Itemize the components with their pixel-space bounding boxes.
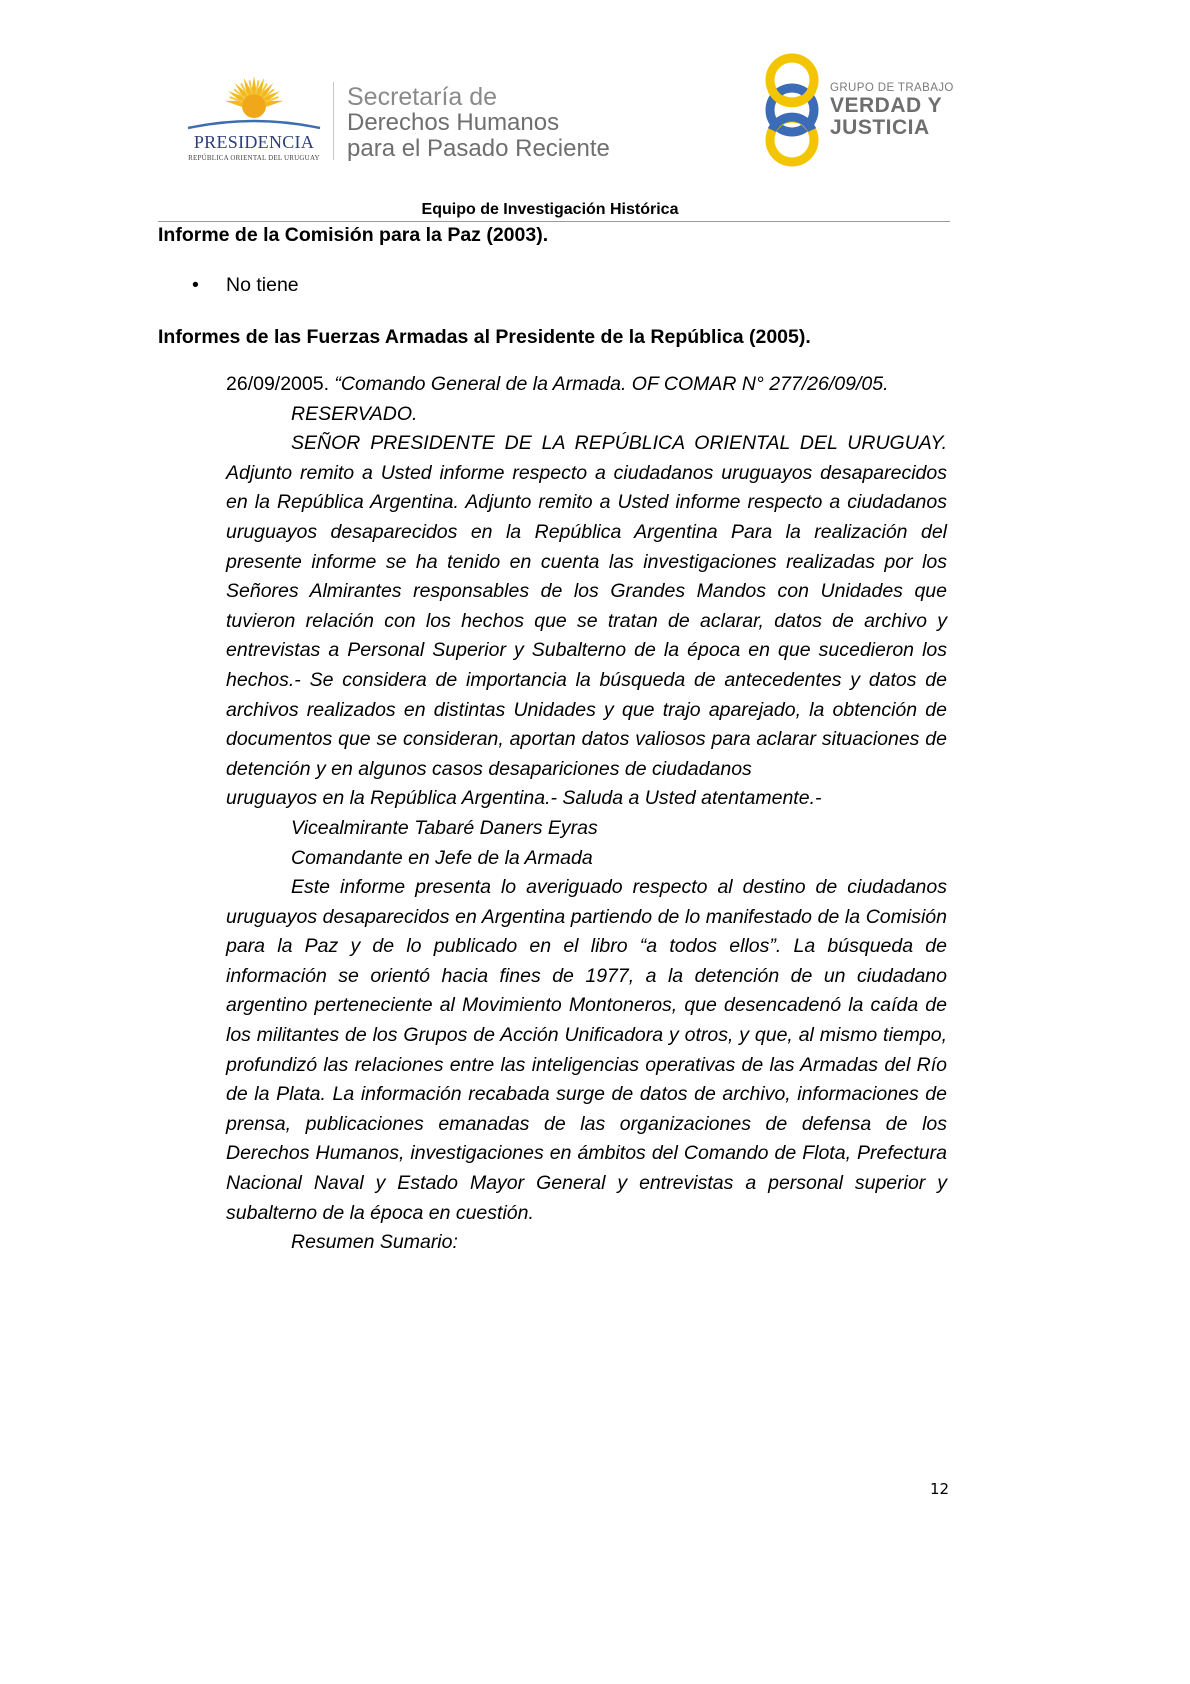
heading-comision-paz: Informe de la Comisión para la Paz (2003).	[158, 224, 549, 246]
bullet-text: No tiene	[226, 274, 299, 296]
quote-signatory-title: Comandante en Jefe de la Armada	[291, 846, 593, 869]
section-title: Equipo de Investigación Histórica	[421, 201, 679, 218]
gtvj-line-3: JUSTICIA	[830, 116, 930, 139]
quote-signatory-name: Vicealmirante Tabaré Daners Eyras	[291, 816, 598, 839]
linked-rings-icon	[758, 50, 828, 170]
secretaria-logo-text	[347, 84, 610, 162]
secretaria-line-2: Derechos Humanos	[347, 109, 560, 136]
presidencia-subtitle: REPÚBLICA ORIENTAL DEL URUGUAY	[188, 154, 320, 162]
quote-body-1: SEÑOR PRESIDENTE DE LA REPÚBLICA ORIENTAL DEL URUGUAY. Adjunto remito a Usted informe respecto a ciudadanos uruguayos desaparecidos en la República Argentina. Adjunto remito a Usted informe respecto a ciudadanos uruguayos desaparecidos en la República Argentina Para la realización del presente informe se ha tenido en cuenta las investigaciones realizadas por los Señores Almirantes responsables de los Grandes Mandos con Unidades que tuvieron relación con los hechos que se tratan de aclarar, datos de archivo y entrevistas a Personal Superior y Subalterno de la época en que sucedieron los hechos.- Se considera de importancia la búsqueda de antecedentes y datos de archivos realizados en distintas Unidades y que trajo aparejado, la obtención de documentos que se consideran, aportan datos valiosos para aclarar situaciones de detención y en algunos casos desapariciones de ciudadanos	[226, 432, 947, 780]
heading-fuerzas-armadas: Informes de las Fuerzas Armadas al Presidente de la República (2005).	[158, 326, 811, 348]
header-divider	[333, 82, 334, 160]
quote-body-2: Este informe presenta lo averiguado respecto al destino de ciudadanos uruguayos desaparecidos en Argentina partiendo de lo manifestado de la Comisión para la Paz y de lo publicado en el libro “a todos ellos”. La búsqueda de información se orientó hacia fines de 1977, a la detención de un ciudadano argentino perteneciente al Movimiento Montoneros, que desencadenó la caída de los militantes de los Grupos de Acción Unificadora y otros, y que, al mismo tiempo, profundizó las relaciones entre las inteligencias operativas de las Armadas del Río de la Plata. La información recabada surge de datos de archivo, informaciones de prensa, publicaciones emanadas de las organizaciones de defensa de los Derechos Humanos, investigaciones en ámbitos del Comando de Flota, Prefectura Nacional Naval y Estado Mayor General y entrevistas a personal superior y subalterno de la época en cuestión.	[226, 876, 947, 1224]
quote-date: 26/09/2005.	[226, 373, 330, 395]
presidencia-wordmark: PRESIDENCIA	[193, 132, 315, 152]
page-number: 12	[930, 1480, 950, 1498]
quote-resumen-label: Resumen Sumario:	[291, 1231, 458, 1254]
verdad-justicia-logo	[758, 50, 958, 170]
bullet-item	[192, 274, 299, 297]
quote-reservado: RESERVADO.	[291, 402, 418, 425]
bullet-icon: •	[192, 274, 199, 296]
quote-date-line	[226, 370, 947, 400]
secretaria-line-3: para el Pasado Reciente	[347, 135, 610, 162]
quote-closing: uruguayos en la República Argentina.- Saluda a Usted atentamente.-	[226, 787, 822, 810]
quote-reference: “Comando General de la Armada. OF COMAR N° 277/26/09/05.	[329, 373, 889, 395]
gtvj-line-1: GRUPO DE TRABAJO	[830, 82, 954, 94]
gtvj-line-2: VERDAD Y	[830, 94, 943, 117]
quoted-report	[226, 370, 947, 1258]
header-rule	[158, 221, 950, 222]
secretaria-line-1: Secretaría de	[347, 83, 498, 111]
sun-emblem-icon	[180, 74, 328, 134]
presidencia-logo	[180, 74, 328, 164]
